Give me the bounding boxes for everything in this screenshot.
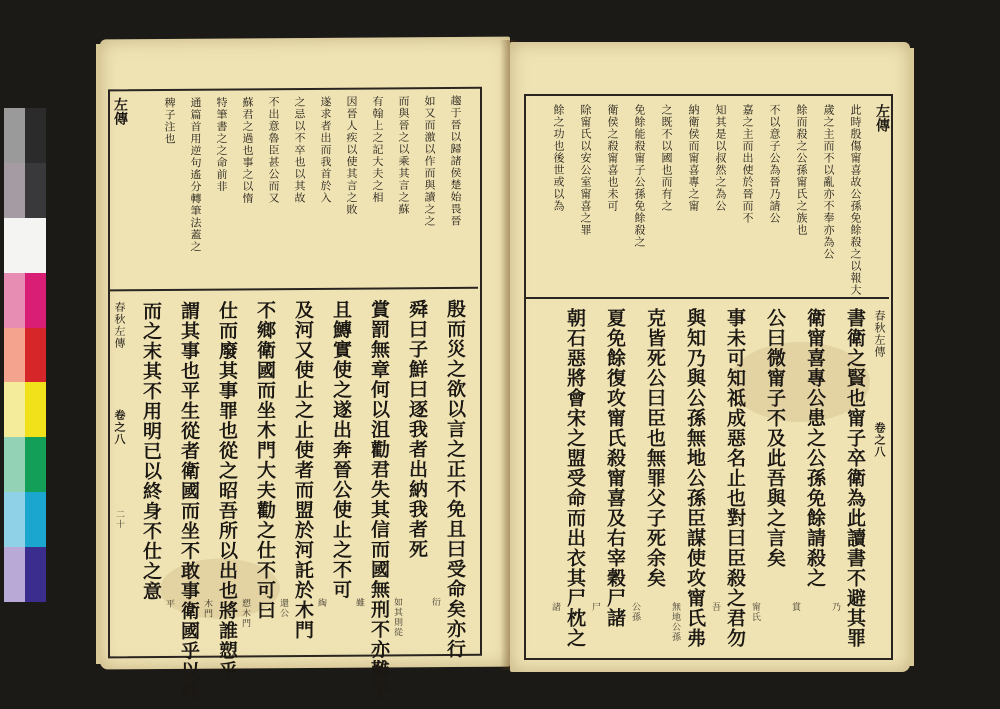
- gloss-note: 乃: [830, 602, 840, 612]
- note-column: 有翰上之記大夫之相: [371, 95, 384, 204]
- note-column: 衛侯之殺甯喜也未可: [606, 104, 619, 212]
- main-text-column: 衛甯喜專公患之公孫免餘請殺之: [804, 308, 826, 588]
- note-column: 而與晉之以乘其言之蘇: [397, 95, 410, 216]
- main-text-column: 舜曰子鮮曰逐我者出納我者死: [406, 299, 428, 560]
- gloss-note: 平: [164, 598, 174, 609]
- calibration-swatch: [25, 547, 46, 602]
- main-text-column: 且鱄實使之遂出奔晉公使止之不可: [330, 299, 352, 600]
- gloss-note: 無地公孫: [670, 602, 680, 642]
- gloss-note: 吾: [710, 602, 720, 612]
- gloss-note: 還公: [278, 598, 288, 619]
- note-column: 稗子注也: [163, 96, 176, 145]
- calibration-swatch: [4, 382, 25, 437]
- gloss-note: 綯: [316, 597, 326, 608]
- calibration-swatch: [4, 547, 25, 602]
- right-margin-volume: 卷之八: [873, 422, 886, 458]
- gloss-note: 愬木門: [240, 598, 250, 629]
- main-text-column: 謂其事也平生從者衛國而坐不敢事衛國乎以終: [178, 300, 200, 701]
- note-column: 蘇君之過也事之以惰: [241, 96, 254, 205]
- right-margin-title: 春秋左傳: [873, 310, 886, 358]
- note-column: 免餘能殺甯子公孫免餘殺之: [633, 104, 646, 248]
- main-text-column: 書衛之賢也甯子卒衛為此讀書不避其罪: [844, 308, 866, 648]
- calibration-row: [4, 492, 46, 547]
- calibration-row: [4, 437, 46, 492]
- main-text-column: 事未可知祗成惡名止也對曰臣殺之君勿: [724, 308, 746, 648]
- right-page-marker: 左傳: [874, 104, 890, 132]
- main-text-column: 賞罰無章何以沮勸君失其信而國無刑不亦難乎: [368, 299, 390, 700]
- right-page: [510, 42, 910, 672]
- main-text-column: 朝石惡將會宋之盟受命而出衣其尸枕之: [564, 308, 586, 648]
- note-column: 知其是以叔然之為公: [714, 104, 727, 212]
- calibration-swatch: [25, 437, 46, 492]
- calibration-row: [4, 218, 46, 273]
- calibration-swatch: [4, 328, 25, 383]
- calibration-swatch: [4, 273, 25, 328]
- left-main-text: [100, 37, 510, 40]
- calibration-swatch: [25, 163, 46, 218]
- main-text-column: 殷而災之欲以言之正不免且曰受命矣亦行: [444, 298, 466, 660]
- calibration-row: [4, 547, 46, 602]
- calibration-swatch: [25, 382, 46, 437]
- calibration-swatch: [4, 437, 25, 492]
- right-page-divider: [526, 297, 889, 299]
- calibration-row: [4, 273, 46, 328]
- note-column: 不出意魯臣甚公而又: [267, 96, 280, 205]
- note-column: 趨于晉以歸諸侯楚始畏晉: [449, 94, 462, 227]
- note-column: 歲之主而不以亂亦不奉亦為公: [822, 104, 835, 260]
- calibration-swatch: [4, 218, 25, 273]
- left-margin-volume: 卷之八: [113, 409, 126, 446]
- calibration-row: [4, 382, 46, 437]
- main-text-column: 不鄉衛國而坐木門大夫勸之仕不可曰: [254, 300, 276, 621]
- note-column: 之既不以國也而有之: [660, 104, 673, 212]
- main-text-column: 公曰微甯子不及此吾與之言矣: [764, 308, 786, 568]
- gloss-note: 賞: [790, 602, 800, 612]
- gloss-note: 甯氏: [750, 602, 760, 622]
- note-column: 遂求者出而我首於入: [319, 95, 332, 204]
- gloss-note: 衍: [430, 597, 440, 608]
- note-column: 特筆書之之命前非: [215, 96, 228, 193]
- left-page: [100, 37, 510, 701]
- gloss-note: 尸: [590, 602, 600, 612]
- calibration-row: [4, 108, 46, 163]
- main-text-column: 及河又使止之止使者而盟於河託於木門: [292, 299, 314, 641]
- gloss-note: 如其則從: [392, 597, 402, 638]
- color-calibration-strip: [4, 108, 46, 602]
- note-column: 除甯氏以安公室甯喜之罪: [579, 104, 592, 236]
- calibration-swatch: [4, 108, 25, 163]
- main-text-column: 與知乃與公孫無地公孫臣謀使攻甯氏弗: [684, 308, 706, 648]
- left-glosses: [100, 37, 510, 40]
- note-column: 餘之功也後世或以為: [552, 104, 565, 212]
- gloss-note: 木門: [202, 598, 212, 619]
- main-text-column: 仕而廢其事罪也從之昭吾所以出也將誰愬乎: [216, 300, 238, 681]
- calibration-swatch: [25, 273, 46, 328]
- note-column: 餘而殺之公孫甯氏之族也: [795, 104, 808, 236]
- calibration-row: [4, 163, 46, 218]
- calibration-swatch: [4, 163, 25, 218]
- note-column: 如又而激以作而與讀之之: [423, 95, 436, 228]
- calibration-swatch: [25, 218, 46, 273]
- note-column: 此時殷傷甯喜故公孫免餘殺之以報大: [849, 104, 862, 296]
- gloss-note: 雖: [354, 597, 364, 608]
- note-column: 之忌以不卒也以其故: [293, 95, 306, 205]
- main-text-column: 夏免餘復攻甯氏殺甯喜及右宰穀尸諸: [604, 308, 626, 628]
- calibration-swatch: [25, 328, 46, 383]
- main-text-column: 而之末其不用明已以終身不仕之意: [140, 300, 162, 602]
- left-margin-title: 春秋左傳: [113, 301, 126, 350]
- calibration-swatch: [25, 492, 46, 547]
- note-column: 通篇首用逆句遙分轉筆法蓋之: [189, 96, 202, 253]
- gloss-note: 公孫: [630, 602, 640, 622]
- gloss-note: 諸: [550, 602, 560, 612]
- note-column: 嘉之主而出使於晉而不: [741, 104, 754, 224]
- left-folio: 二十: [114, 509, 124, 530]
- note-column: 因晉人疾以使其言之敗: [345, 95, 358, 216]
- calibration-row: [4, 328, 46, 383]
- left-page-marker: 左傳: [112, 97, 128, 126]
- left-upper-notes: [100, 37, 510, 40]
- note-column: 納衛侯而甯喜專之甯: [687, 104, 700, 212]
- calibration-swatch: [4, 492, 25, 547]
- main-text-column: 克皆死公曰臣也無罪父子死余矣: [644, 308, 666, 588]
- calibration-swatch: [25, 108, 46, 163]
- note-column: 不以意子公為晉乃請公: [768, 104, 781, 224]
